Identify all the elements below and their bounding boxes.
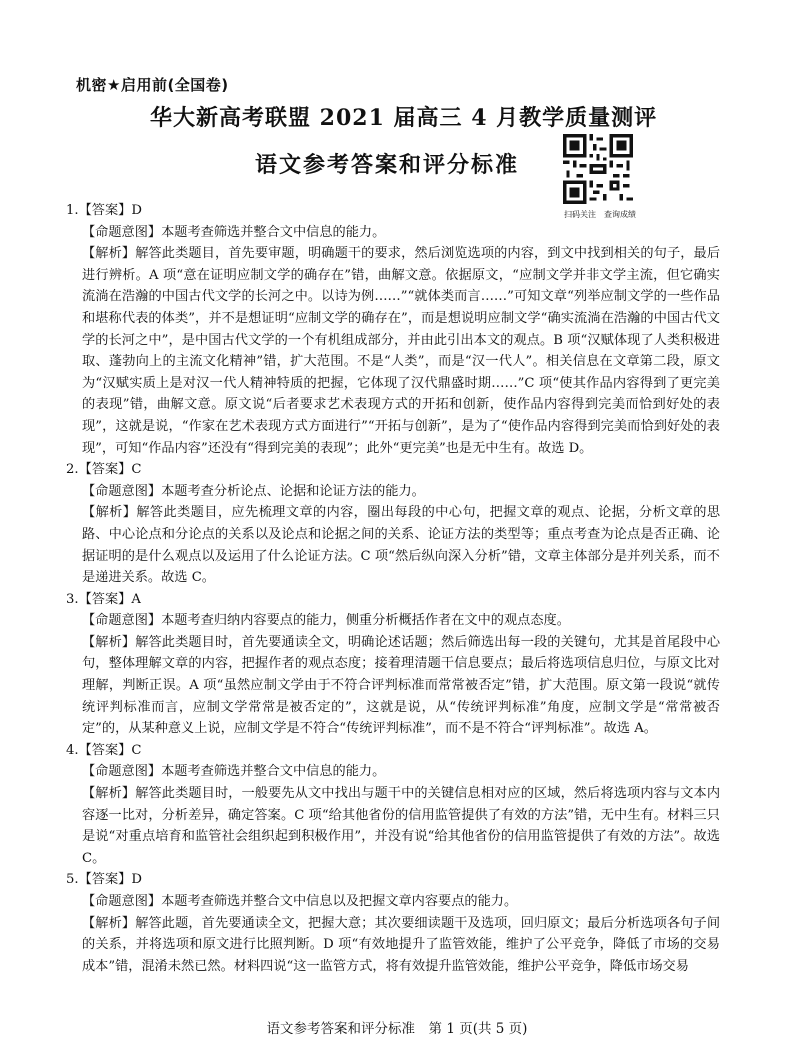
analysis-paragraph [66, 783, 720, 869]
analysis-text: 解答此类题目时，首先要通读全文，明确论述话题；然后筛选出每一段的关键句，尤其是首尾段中心句，整体理解文章的内容，把握作者的观点态度；接着理清题干信息要点；最后将选项信息归位，与原文比对理解，判断正误。A 项“虽然应制文学由于不符合评判标准而常常被否定”错，扩大范围。原文第一段说“就传统评判标准而言，应制文学常常是被否定的”，这就是说，从“传统评判标准”角度，应制文学是“常常被否定”的，从某种意义上说，应制文学是不符合“传统评判标准”，而不是不符合“评判标准”。故选 A。 [82, 634, 721, 737]
question-2 [66, 459, 720, 589]
analysis-label: 【解析】 [82, 915, 136, 931]
question-number: 3. [66, 591, 79, 607]
answer-tag: 【答案】A [78, 591, 141, 607]
answer-line [66, 200, 720, 222]
question-3 [66, 589, 720, 740]
intent-label: 【命题意图】 [82, 483, 162, 499]
intent-text: 本题考查归纳内容要点的能力，侧重分析概括作者在文中的观点态度。 [161, 613, 570, 629]
question-5 [66, 869, 720, 977]
question-1 [66, 200, 720, 459]
intent-paragraph [66, 891, 720, 913]
intent-label: 【命题意图】 [82, 894, 162, 909]
answer-tag: 【答案】C [78, 742, 142, 758]
answer-tag: 【答案】D [78, 203, 142, 218]
intent-text: 本题考查筛选并整合文中信息以及把握文章内容要点的能力。 [161, 894, 518, 909]
analysis-label: 【解析】 [82, 505, 137, 521]
analysis-label: 【解析】 [82, 786, 136, 802]
answer-tag: 【答案】D [78, 872, 142, 888]
question-4 [66, 740, 720, 870]
analysis-paragraph [66, 243, 720, 459]
intent-text: 本题考查筛选并整合文中信息的能力。 [161, 224, 386, 240]
intent-text: 本题考查分析论点、论据和论证方法的能力。 [161, 483, 425, 499]
answer-line [66, 589, 720, 611]
analysis-text: 解答此题，首先要通读全文，把握大意；其次要细读题干及选项，回归原文；最后分析选项各句子间的关系，并将选项和原文进行比照判断。D 项“有效地提升了监管效能，维护了公平竞争，降低了市场的交易成本”错，混淆未然已然。材料四说“这一监管方式，将有效提升监管效能，维护公平竞争，降低市场交易 [82, 915, 721, 974]
analysis-label: 【解析】 [82, 634, 136, 650]
intent-text: 本题考查筛选并整合文中信息的能力。 [161, 764, 386, 780]
question-number: 5. [66, 872, 79, 888]
intent-label: 【命题意图】 [82, 224, 162, 240]
intent-paragraph [66, 481, 720, 503]
analysis-label: 【解析】 [82, 246, 136, 262]
qr-code-icon [563, 134, 633, 204]
answer-tag: 【答案】C [78, 462, 142, 478]
analysis-paragraph [66, 502, 720, 588]
question-number: 2. [66, 462, 79, 478]
answer-line [66, 869, 720, 891]
intent-paragraph [66, 222, 720, 244]
answer-line [66, 459, 720, 481]
qr-caption: 扫码关注 查询成绩 [564, 210, 636, 219]
exam-title: 华大新高考联盟 2021 届高三 4 月教学质量测评 [150, 105, 658, 131]
intent-paragraph [66, 610, 720, 632]
answer-content [66, 200, 720, 977]
answer-line [66, 740, 720, 762]
intent-label: 【命题意图】 [82, 764, 162, 780]
analysis-paragraph [66, 913, 720, 978]
intent-label: 【命题意图】 [82, 613, 162, 629]
analysis-paragraph [66, 632, 720, 740]
analysis-text: 解答此类题目，首先要审题，明确题干的要求，然后浏览选项的内容，到文中找到相关的句子，最后进行辨析。A 项“意在证明应制文学的确存在”错，曲解文意。依据原文，“应制文学并非文学主流，但它确实流淌在浩瀚的中国古代文学的长河之中。以诗为例……”“就体类而言……”可知文章“列举应制文学的一些作品和堪称代表的体类”，并不是想证明“应制文学的确存在”，而是想说明应制文学“确实流淌在浩瀚的中国古代文学的长河之中”，是中国古代文学的一个有机组成部分，并由此引出本文的观点。B 项“汉赋体现了人类积极进取、蓬勃向上的主流文化精神”错，扩大范围。不是“人类”，而是“汉一代人”。相关信息在文章第二段，原文为“汉赋实质上是对汉一代人精神特质的把握，它体现了汉代鼎盛时期……”C 项“使其作品内容得到了更完美的表现”错，曲解文意。原文说“后者要求艺术表现方式的开拓和创新，使作品内容得到完美而恰到好处的表现”，这就是说，“作家在艺术表现方式方面进行”“开拓与创新”，是为了“使作品内容得到完美而恰到好处的表现”，可知“作品内容”还没有“得到完美的表现”；此外“更完美”也是无中生有。故选 D。 [82, 246, 721, 456]
secret-label: 机密★启用前(全国卷) [76, 76, 229, 94]
document-subtitle: 语文参考答案和评分标准 [255, 153, 520, 178]
question-number: 4. [66, 742, 79, 758]
page-footer: 语文参考答案和评分标准 第 1 页(共 5 页) [266, 1021, 528, 1037]
intent-paragraph [66, 761, 720, 783]
analysis-text: 解答此类题目，应先梳理文章的内容，圈出每段的中心句，把握文章的观点、论据，分析文章的思路、中心论点和分论点的关系以及论点和论据之间的关系、论证方法的类型等；重点考查为论点是否正确、论据证明的是什么观点以及运用了什么论证方法。C 项“然后纵向深入分析”错，文章主体部分是并列关系，而不是递进关系。故选 C。 [82, 505, 721, 586]
analysis-text: 解答此类题目时，一般要先从文中找出与题干中的关键信息相对应的区域，然后将选项内容与文本内容逐一比对，分析差异，确定答案。C 项“给其他省份的信用监管提供了有效的方法”错，无中生有。材料三只是说“对重点培育和监管社会组织起到积极作用”，并没有说“给其他省份的信用监管提供了有效的方法”。故选 C。 [82, 786, 721, 866]
question-number: 1. [66, 203, 79, 218]
